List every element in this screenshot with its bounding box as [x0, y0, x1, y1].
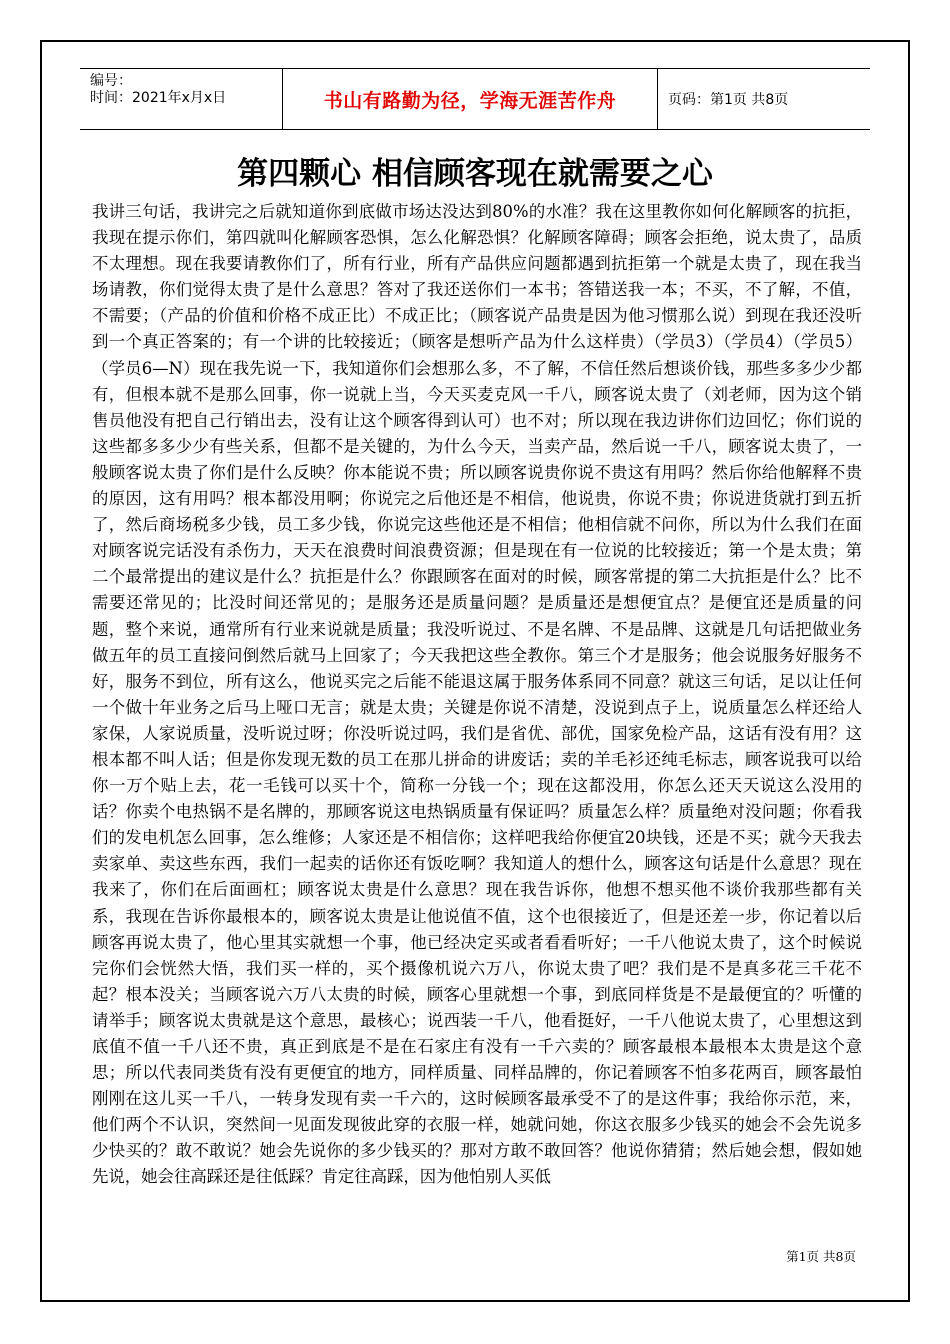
body-paragraph: 我讲三句话，我讲完之后就知道你到底做市场达没达到80%的水准？我在这里教你如何化解顾客的抗拒，我现在提示你们，第四就叫化解顾客恐惧，怎么化解恐惧？化解顾客障碍；顾客会拒绝，说太贵了，品质不太理想。现在我要请教你们了，所有行业，所有产品供应问题都遇到抗拒第一个就是太贵了，现在我当场请教，你们觉得太贵了是什么意思？答对了我还送你们一本书；答错送我一本；不买，不了解，不值，不需要；（产品的价值和价格不成正比）不成正比；（顾客说产品贵是因为他习惯那么说）到现在我还没听到一个真正答案的；有一个讲的比较接近；（顾客是想听产品为什么这样贵）（学员3）（学员4）（学员5）（学员6—N）现在我先说一下，我知道你们会想那么多，不了解，不信任然后想谈价钱，那些多多少少都有，但根本就不是那么回事，你一说就上当，今天买麦克风一千八，顾客说太贵了（刘老师，因为这个销售员他没有把自己行销出去，没有让这个顾客得到认可）也不对；所以现在我边讲你们边回忆；你们说的这些都多多少少有些关系，但都不是关键的，为什么今天，当卖产品，然后说一千八，顾客说太贵了，一般顾客说太贵了你们是什么反映？你本能说不贵；所以顾客说贵你说不贵这有用吗？然后你给他解释不贵的原因，这有用吗？根本都没用啊；你说完之后他还是不相信，他说贵，你说不贵；你说进货就打到五折了，然后商场税多少钱，员工多少钱，你说完这些他还是不相信；他相信就不问你，所以为什么我们在面对顾客说完话没有杀伤力，天天在浪费时间浪费资源；但是现在有一位说的比较接近；第一个是太贵；第二个最常提出的建议是什么？抗拒是什么？你跟顾客在面对的时候，顾客常提的第二大抗拒是什么？比不需要还常见的；比没时间还常见的；是服务还是质量问题？是质量还是想便宜点？是便宜还是质量的问题，整个来说，通常所有行业来说就是质量；我没听说过、不是名牌、不是品牌、这就是几句话把做业务做五年的员工直接问倒然后就马上回家了；今天我把这些全教你。第三个才是服务；他会说服务好服务不好，服务不到位，所有这么，他说买完之后能不能退这属于服务体系同不同意？就这三句话，足以让任何一个做十年业务之后马上哑口无言；就是太贵；关键是你说不清楚，没说到点子上，说质量怎么样还给人家保，人家说质量，没听说过呀；你没听说过吗，我们是省优、部优，国家免检产品，这话有没有用？这根本都不叫人话；但是你发现无数的员工在那儿拼命的讲废话；卖的羊毛衫还纯毛标志，顾客说我可以给你一万个贴上去，花一毛钱可以买十个，简称一分钱一个；现在这都没用，你怎么还天天说这么没用的话？你卖个电热锅不是名牌的，那顾客说这电热锅质量有保证吗？质量怎么样？质量绝对没问题；你看我们的发电机怎么回事，怎么维修；人家还是不相信你；这样吧我给你便宜20块钱，还是不买；就今天我去卖家单、卖这些东西，我们一起卖的话你还有饭吃啊？我知道人的想什么，顾客这句话是什么意思？现在我来了，你们在后面画杠；顾客说太贵是什么意思？现在我告诉你，他想不想买他不谈价我那些都有关系，我现在告诉你最根本的，顾客说太贵是让他说值不值，这个也很接近了，但是还差一步，你记着以后顾客再说太贵了，他心里其实就想一个事，他已经决定买或者看看听好；一千八他说太贵了，这个时候说完你们会恍然大悟，我们买一样的，买个摄像机说六万八，你说太贵了吧？我们是不是真多花三千花不起？根本没关；当顾客说六万八太贵的时候，顾客心里就想一个事，到底同样货是不是最便宜的？听懂的请举手；顾客说太贵就是这个意思，最核心；说西装一千八，他看挺好，一千八他说太贵了，心里想这到底值不值一千八还不贵，真正到底是不是在石家庄有没有一千六卖的？顾客最根本最根本太贵是这个意思；所以代表同类货有没有更便宜的地方，同样质量、同样品牌的，你记着顾客不怕多花两百，顾客最怕刚刚在这儿买一千八，一转身发现有卖一千六的，这时候顾客最承受不了的是这件事；我给你示范，来，他们两个不认识，突然间一见面发现彼此穿的衣服一样，她就问她，你这衣服多少钱买的她会不会先说多少快买的？敢不敢说？她会先说你的多少钱买的？那对方敢不敢回答？他说你猜猜；然后她会想，假如她先说，她会往高踩还是往低踩？肯定往高踩，因为他怕别人买低	[92, 202, 862, 1187]
header-meta	[80, 69, 282, 129]
document-title: 第四颗心 相信顾客现在就需要之心	[237, 156, 713, 192]
document-header	[80, 68, 870, 130]
document-number-label: 编号：	[90, 73, 132, 89]
document-time-label: 时间：2021年x月x日	[90, 90, 227, 106]
header-page-info: 页码：第1页 共8页	[668, 92, 789, 108]
header-motto: 书山有路勤为径，学海无涯苦作舟	[282, 69, 658, 129]
page-footer: 第1页 共8页	[786, 1249, 856, 1264]
